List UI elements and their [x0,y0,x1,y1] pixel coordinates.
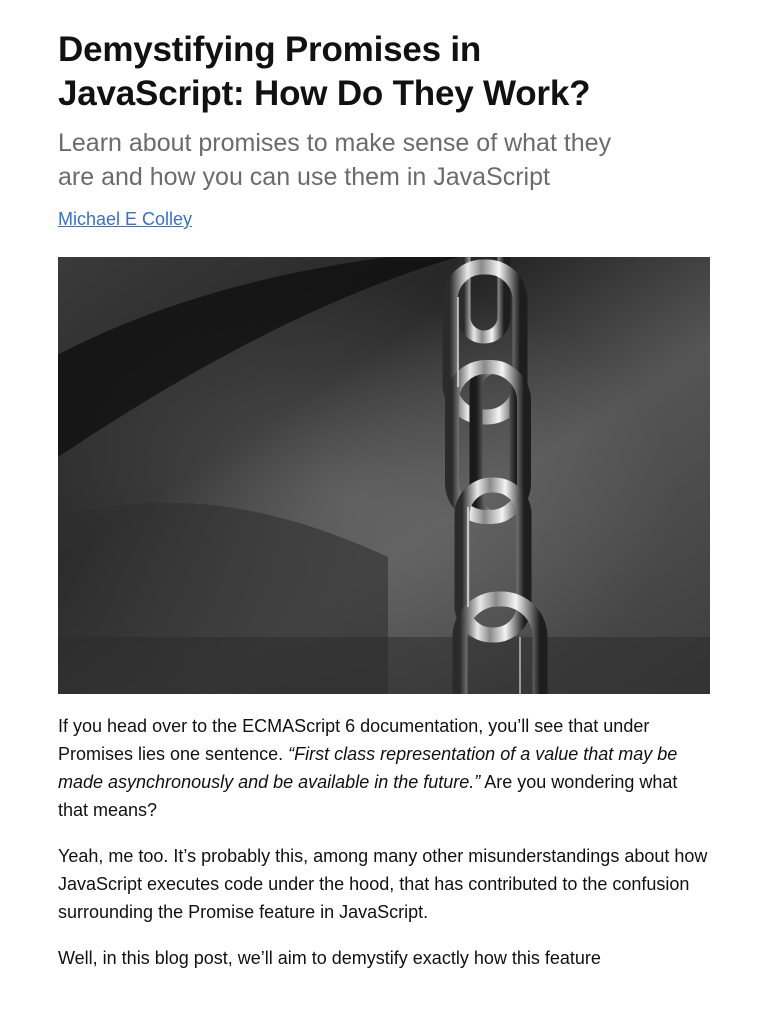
paragraph-1 [58,712,710,824]
author-link[interactable]: Michael E Colley [58,209,193,229]
paragraph-1-outro: Are you wondering what that means? [58,772,678,820]
article [58,28,710,990]
hero-image [58,257,710,694]
article-subtitle [58,126,710,194]
article-title-line-1: Demystifying Promises in [58,30,482,69]
article-subtitle-line-2: are and how you can use them in JavaScript [58,163,550,191]
paragraph-3: Well, in this blog post, we’ll aim to demystify exactly how this feature [58,948,601,968]
article-title [58,28,710,116]
article-title-line-2: JavaScript: How Do They Work? [58,74,591,113]
paragraph-2: Yeah, me too. It’s probably this, among many other misunderstandings about how JavaScript executes code under the hood, that has contributed to the confusion surrounding the Promise feature in JavaScript. [58,846,708,922]
paragraph-1-intro: If you head over to the ECMAScript 6 documentation, you’ll see that under Promises lies one sentence. [58,716,650,764]
ecmascript-quote: “First class representation of a value that may be made asynchronously and be available in the future.” [58,744,678,792]
article-subtitle-line-1: Learn about promises to make sense of what they [58,129,612,157]
article-body [58,712,710,972]
